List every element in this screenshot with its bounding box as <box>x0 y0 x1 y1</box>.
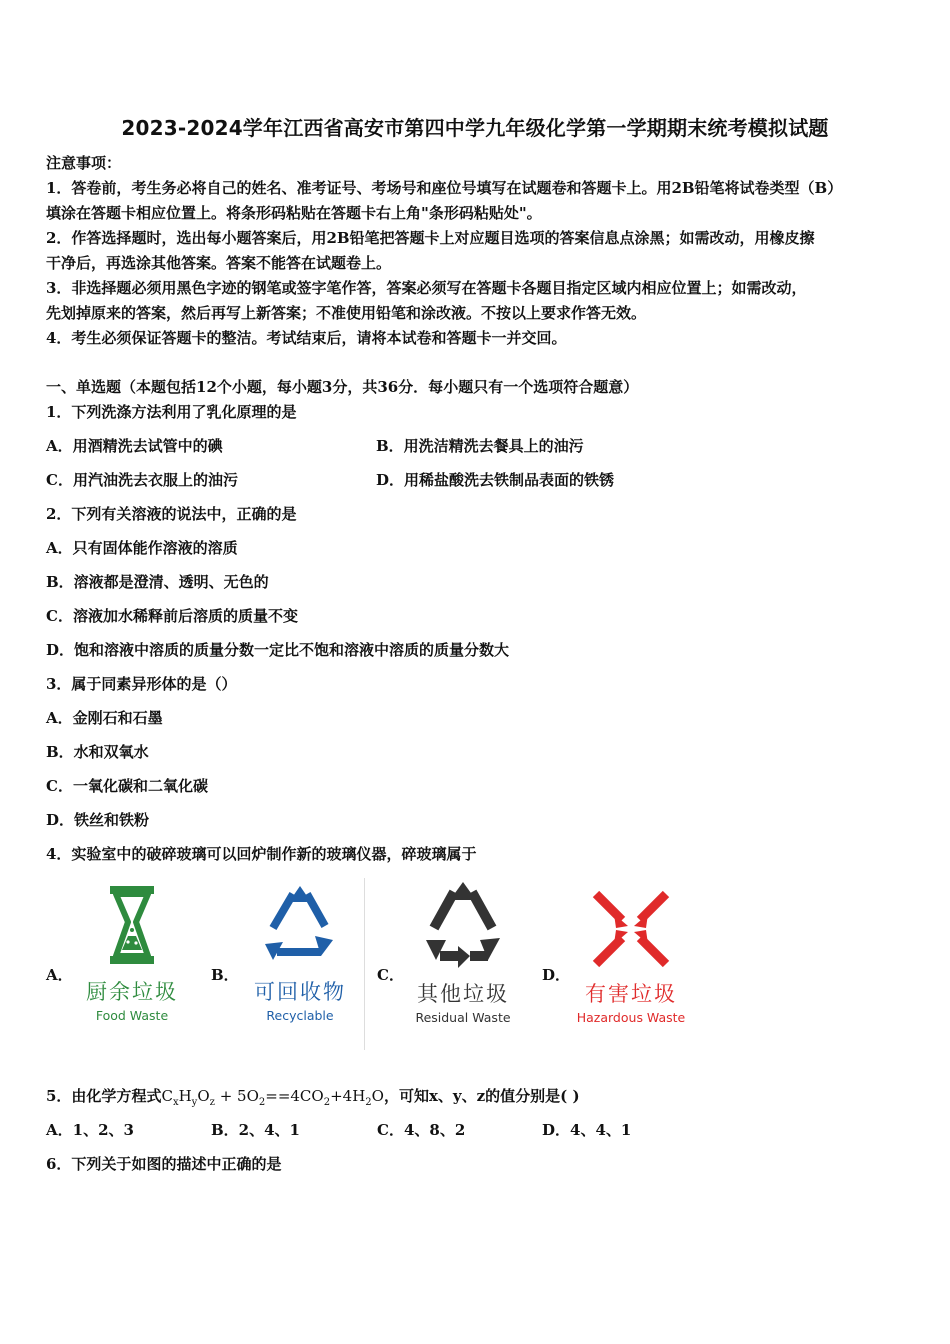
notice-line: 3．非选择题必须用黑色字迹的钢笔或签字笔作答，答案必须写在答题卡各题目指定区域内相应位置上；如需改动， <box>46 279 807 297</box>
q2-option-c: C．溶液加水稀释前后溶质的质量不变 <box>46 607 298 625</box>
q5-option-d: D．4、4、1 <box>542 1121 632 1139</box>
recycle-icon <box>418 880 508 972</box>
residual-waste-bin <box>383 880 543 1060</box>
section-heading: 一、单选题（本题包括12个小题，每小题3分，共36分．每小题只有一个选项符合题意） <box>46 378 639 396</box>
q3-option-c: C．一氧化碳和二氧化碳 <box>46 777 208 795</box>
q1-option-d: D．用稀盐酸洗去铁制品表面的铁锈 <box>376 471 615 489</box>
q4-label-a: A． <box>46 966 73 984</box>
bin-label-en: Food Waste <box>95 1008 169 1023</box>
bin-label-en: Residual Waste <box>415 1010 511 1025</box>
hazard-cross-icon <box>586 880 676 972</box>
q5-option-b: B．2、4、1 <box>211 1121 300 1139</box>
question-4-stem: 4．实验室中的破碎玻璃可以回炉制作新的玻璃仪器，碎玻璃属于 <box>46 845 477 863</box>
notice-line: 干净后，再选涂其他答案。答案不能答在试题卷上。 <box>46 254 392 272</box>
q4-label-c: C． <box>377 966 404 984</box>
notice-line: 填涂在答题卡相应位置上。将条形码粘贴在答题卡右上角"条形码粘贴处"。 <box>46 204 542 222</box>
q5-stem-post: ，可知x、y、z的值分别是( ) <box>383 1087 580 1105</box>
notice-line: 先划掉原来的答案，然后再写上新答案；不准使用铅笔和涂改液。不按以上要求作答无效。 <box>46 304 647 322</box>
q1-option-b: B．用洗洁精洗去餐具上的油污 <box>376 437 584 455</box>
q2-option-a: A．只有固体能作溶液的溶质 <box>46 539 238 557</box>
q4-label-b: B． <box>211 966 239 984</box>
q1-option-a: A．用酒精洗去试管中的碘 <box>46 437 223 455</box>
bin-label-cn: 有害垃圾 <box>585 982 677 1006</box>
q5-stem-pre: 5．由化学方程式 <box>46 1087 162 1105</box>
food-waste-bin <box>52 880 212 1060</box>
recycle-icon <box>255 880 345 970</box>
chemical-equation: $C_xH_yO_z + 5O_2==4CO_2+4H_2O$ <box>161 1087 384 1108</box>
notice-line: 4．考生必须保证答题卡的整洁。考试结束后，请将本试卷和答题卡一并交回。 <box>46 329 567 347</box>
notice-line: 2．作答选择题时，选出每小题答案后，用2B铅笔把答题卡上对应题目选项的答案信息点涂黑；如需改动，用橡皮擦 <box>46 229 815 247</box>
question-3-stem: 3．属于同素异形体的是（） <box>46 675 237 693</box>
q2-option-b: B．溶液都是澄清、透明、无色的 <box>46 573 269 591</box>
bin-label-cn: 可回收物 <box>254 980 346 1004</box>
q1-option-c: C．用汽油洗去衣服上的油污 <box>46 471 238 489</box>
q5-option-a: A．1、2、3 <box>46 1121 134 1139</box>
question-6-stem: 6．下列关于如图的描述中正确的是 <box>46 1155 282 1173</box>
page-title: 2023-2024学年江西省高安市第四中学九年级化学第一学期期末统考模拟试题 <box>121 116 829 140</box>
hourglass-icon <box>92 880 172 970</box>
q5-option-c: C．4、8、2 <box>377 1121 466 1139</box>
bin-label-cn: 其他垃圾 <box>417 982 509 1006</box>
q2-option-d: D．饱和溶液中溶质的质量分数一定比不饱和溶液中溶质的质量分数大 <box>46 641 510 659</box>
notice-heading: 注意事项： <box>46 154 122 172</box>
q3-option-b: B．水和双氧水 <box>46 743 149 761</box>
notice-line: 1．答卷前，考生务必将自己的姓名、准考证号、考场号和座位号填写在试题卷和答题卡上。用2B铅笔将试卷类型（B） <box>46 179 843 197</box>
q3-option-a: A．金刚石和石墨 <box>46 709 163 727</box>
q3-option-d: D．铁丝和铁粉 <box>46 811 150 829</box>
bin-label-en: Recyclable <box>266 1008 334 1023</box>
question-5-stem <box>46 1085 580 1108</box>
q4-label-d: D． <box>542 966 571 984</box>
recyclable-bin <box>220 880 380 1060</box>
hazardous-waste-bin <box>551 880 711 1060</box>
question-2-stem: 2．下列有关溶液的说法中，正确的是 <box>46 505 297 523</box>
bin-label-cn: 厨余垃圾 <box>86 980 178 1004</box>
bin-label-en: Hazardous Waste <box>576 1010 686 1025</box>
question-1-stem: 1．下列洗涤方法利用了乳化原理的是 <box>46 403 297 421</box>
